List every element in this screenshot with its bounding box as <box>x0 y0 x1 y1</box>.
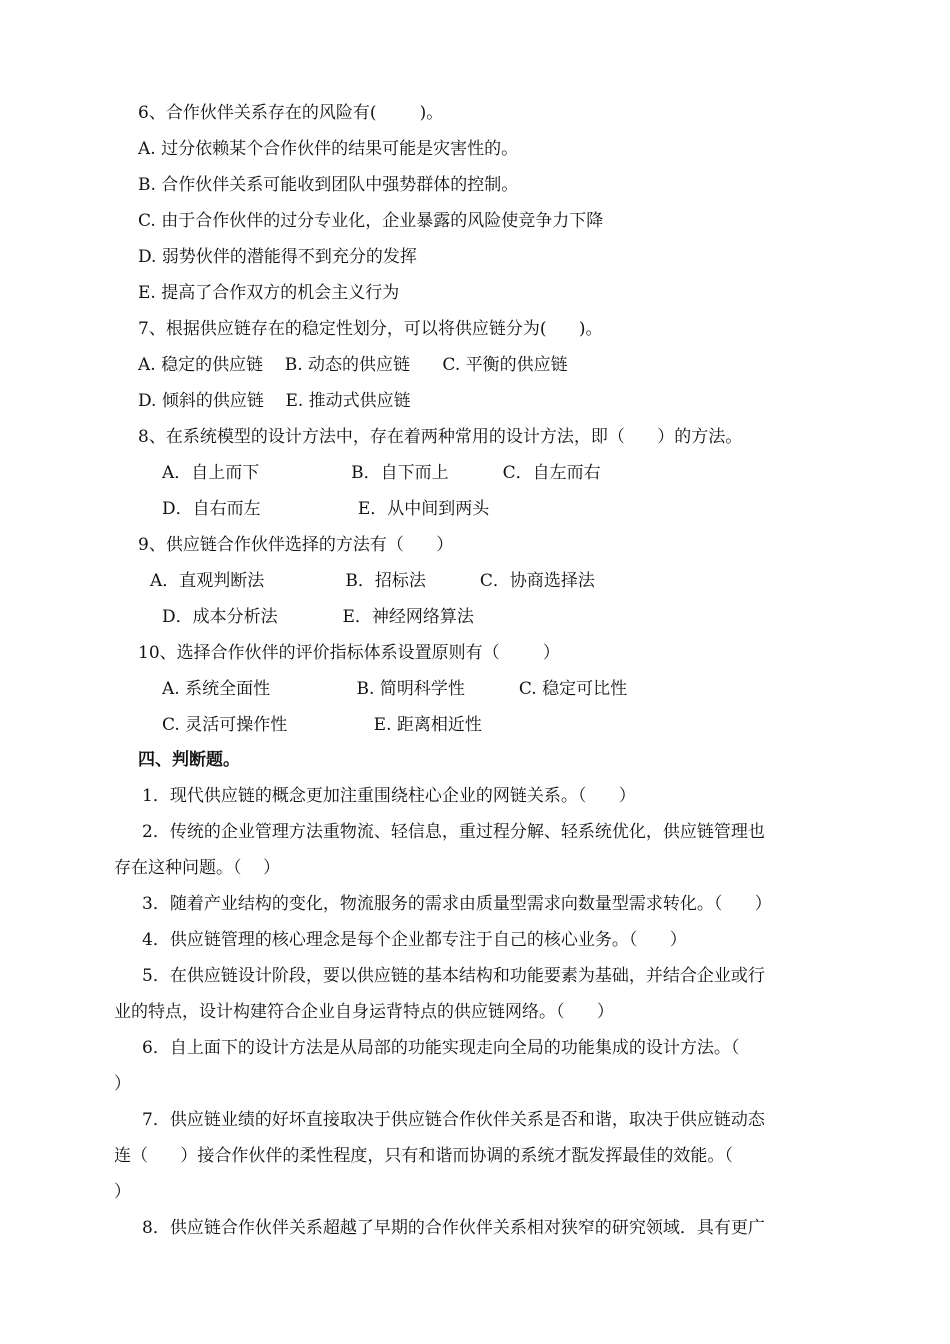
question-option: A．直观判断法 B．招标法 C．协商选择法 <box>150 571 595 591</box>
question-option: E. 提高了合作双方的机会主义行为 <box>138 283 400 303</box>
question-option: A. 过分依赖某个合作伙伴的结果可能是灾害性的。 <box>138 139 519 159</box>
question-option: A. 系统全面性 B. 简明科学性 C. 稳定可比性 <box>162 679 628 699</box>
question-option: D. 弱势伙伴的潜能得不到充分的发挥 <box>138 247 417 267</box>
judgment-item: 7．供应链业绩的好坏直接取决于供应链合作伙伴关系是否和谐，取决于供应链动态 <box>142 1110 765 1130</box>
judgment-item: 2．传统的企业管理方法重物流、轻信息，重过程分解、轻系统优化，供应链管理也 <box>142 822 765 842</box>
question-stem: 8、在系统模型的设计方法中，存在着两种常用的设计方法，即（ ）的方法。 <box>138 427 743 447</box>
question-stem: 7、根据供应链存在的稳定性划分，可以将供应链分为( )。 <box>138 319 603 339</box>
judgment-item-cont: 连（ ）接合作伙伴的柔性程度，只有和谐而协调的系统才翫发挥最佳的效能。（ <box>114 1146 733 1166</box>
question-stem: 9、供应链合作伙伴选择的方法有（ ） <box>138 535 454 555</box>
judgment-item: 8．供应链合作伙伴关系超越了早期的合作伙伴关系相对狭窄的研究领域．具有更广 <box>142 1218 765 1238</box>
section-heading: 四、判断题。 <box>138 750 240 770</box>
judgment-item: 6．自上面下的设计方法是从局部的功能实现走向全局的功能集成的设计方法。（ <box>142 1038 740 1058</box>
question-option: C. 由于合作伙伴的过分专业化，企业暴露的风险使竞争力下降 <box>138 211 604 231</box>
judgment-item-cont: 存在这种问题。（ ） <box>114 858 281 878</box>
question-option: D．成本分析法 E．神经网络算法 <box>162 607 474 627</box>
question-option: D．自右而左 E．从中间到两头 <box>162 499 490 519</box>
judgment-item-cont: ） <box>114 1182 131 1202</box>
judgment-item-cont: 业的特点，设计构建符合企业自身运背特点的供应链网络。（ ） <box>114 1002 614 1022</box>
question-option: D. 倾斜的供应链 E. 推动式供应链 <box>138 391 411 411</box>
question-option: C. 灵活可操作性 E. 距离相近性 <box>162 715 482 735</box>
question-stem: 10、选择合作伙伴的评价指标体系设置原则有（ ） <box>138 643 560 663</box>
question-option: B. 合作伙伴关系可能收到团队中强势群体的控制。 <box>138 175 519 195</box>
judgment-item: 5．在供应链设计阶段，要以供应链的基本结构和功能要素为基础，并结合企业或行 <box>142 966 765 986</box>
question-option: A. 稳定的供应链 B. 动态的供应链 C. 平衡的供应链 <box>138 355 568 375</box>
question-stem: 6、合作伙伴关系存在的风险有( )。 <box>138 103 444 123</box>
judgment-item-cont: ） <box>114 1074 131 1094</box>
judgment-item: 3．随着产业结构的变化，物流服务的需求由质量型需求向数量型需求转化。（ ） <box>142 894 772 914</box>
judgment-item: 4．供应链管理的核心理念是每个企业都专注于自己的核心业务。（ ） <box>142 930 687 950</box>
judgment-item: 1．现代供应链的概念更加注重围绕柱心企业的网链关系。（ ） <box>142 786 636 806</box>
question-option: A．自上而下 B．自下而上 C．自左而右 <box>162 463 601 483</box>
